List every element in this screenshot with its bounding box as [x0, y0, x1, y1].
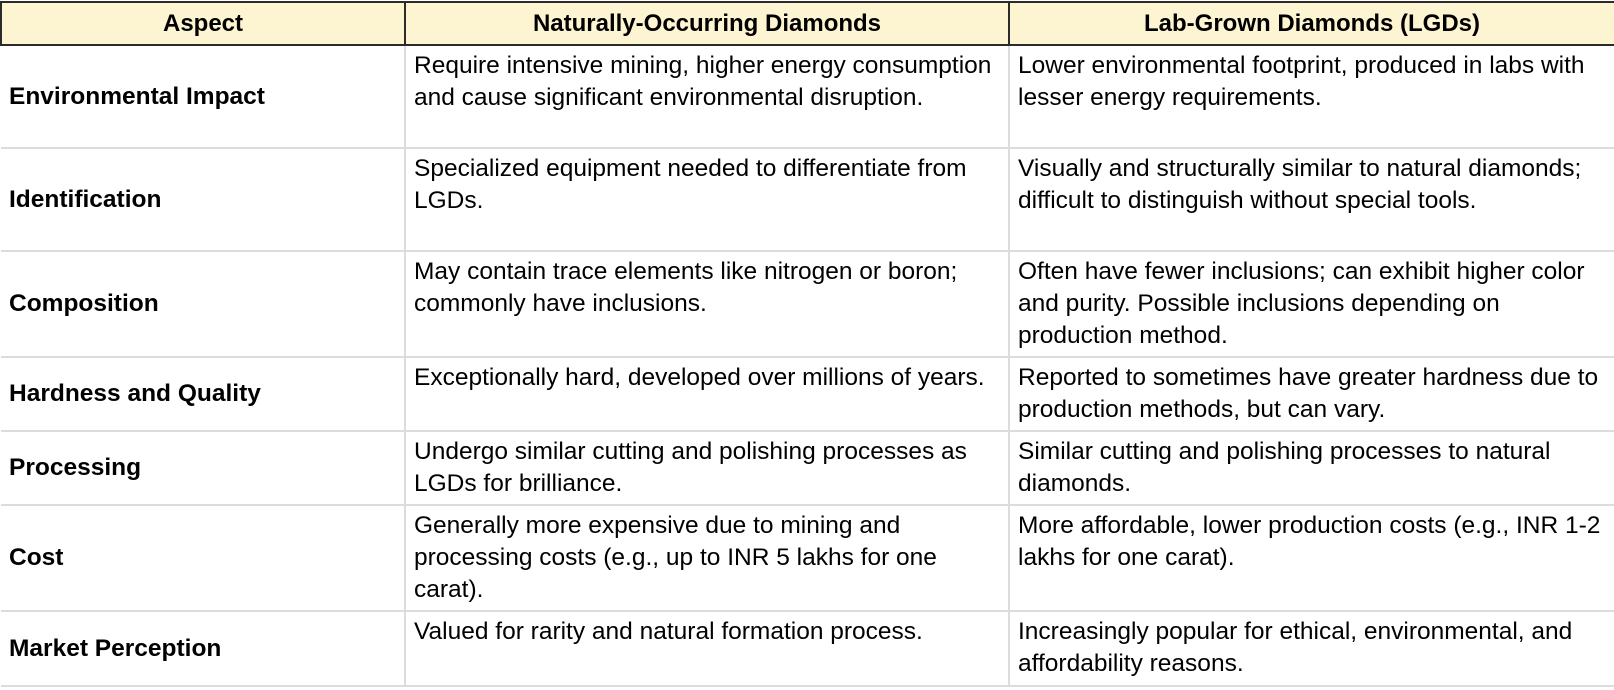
aspect-cell: Composition: [1, 251, 405, 357]
natural-cell: May contain trace elements like nitrogen or boron; commonly have inclusions.: [405, 251, 1009, 357]
natural-cell: Specialized equipment needed to differentiate from LGDs.: [405, 148, 1009, 251]
lab-cell: Similar cutting and polishing processes to natural diamonds.: [1009, 431, 1614, 505]
lab-cell: Increasingly popular for ethical, environmental, and affordability reasons.: [1009, 611, 1614, 686]
natural-cell: Undergo similar cutting and polishing processes as LGDs for brilliance.: [405, 431, 1009, 505]
comparison-table: [0, 1, 1614, 687]
lab-cell: Visually and structurally similar to natural diamonds; difficult to distinguish without special tools.: [1009, 148, 1614, 251]
aspect-cell: Market Perception: [1, 611, 405, 686]
table-row-environmental-impact: [1, 45, 1614, 148]
lab-cell: More affordable, lower production costs (e.g., INR 1-2 lakhs for one carat).: [1009, 505, 1614, 611]
natural-cell: Exceptionally hard, developed over millions of years.: [405, 357, 1009, 431]
table-row-identification: [1, 148, 1614, 251]
aspect-cell: Environmental Impact: [1, 45, 405, 148]
lab-cell: Lower environmental footprint, produced in labs with lesser energy requirements.: [1009, 45, 1614, 148]
lab-cell: Reported to sometimes have greater hardness due to production methods, but can vary.: [1009, 357, 1614, 431]
table-row-market-perception: [1, 611, 1614, 686]
header-row: [1, 2, 1614, 45]
table-row-hardness-and-quality: [1, 357, 1614, 431]
natural-cell: Generally more expensive due to mining and processing costs (e.g., up to INR 5 lakhs for one carat).: [405, 505, 1009, 611]
aspect-cell: Hardness and Quality: [1, 357, 405, 431]
lab-cell: Often have fewer inclusions; can exhibit higher color and purity. Possible inclusions depending on production method.: [1009, 251, 1614, 357]
table-body: [1, 45, 1614, 686]
natural-cell: Require intensive mining, higher energy consumption and cause significant environmental disruption.: [405, 45, 1009, 148]
table-row-composition: [1, 251, 1614, 357]
table-header: [1, 2, 1614, 45]
header-lab-grown-diamonds: Lab-Grown Diamonds (LGDs): [1009, 2, 1614, 45]
natural-cell: Valued for rarity and natural formation process.: [405, 611, 1009, 686]
aspect-cell: Identification: [1, 148, 405, 251]
table-row-cost: [1, 505, 1614, 611]
table-row-processing: [1, 431, 1614, 505]
header-natural-diamonds: Naturally-Occurring Diamonds: [405, 2, 1009, 45]
aspect-cell: Processing: [1, 431, 405, 505]
header-aspect: Aspect: [1, 2, 405, 45]
aspect-cell: Cost: [1, 505, 405, 611]
